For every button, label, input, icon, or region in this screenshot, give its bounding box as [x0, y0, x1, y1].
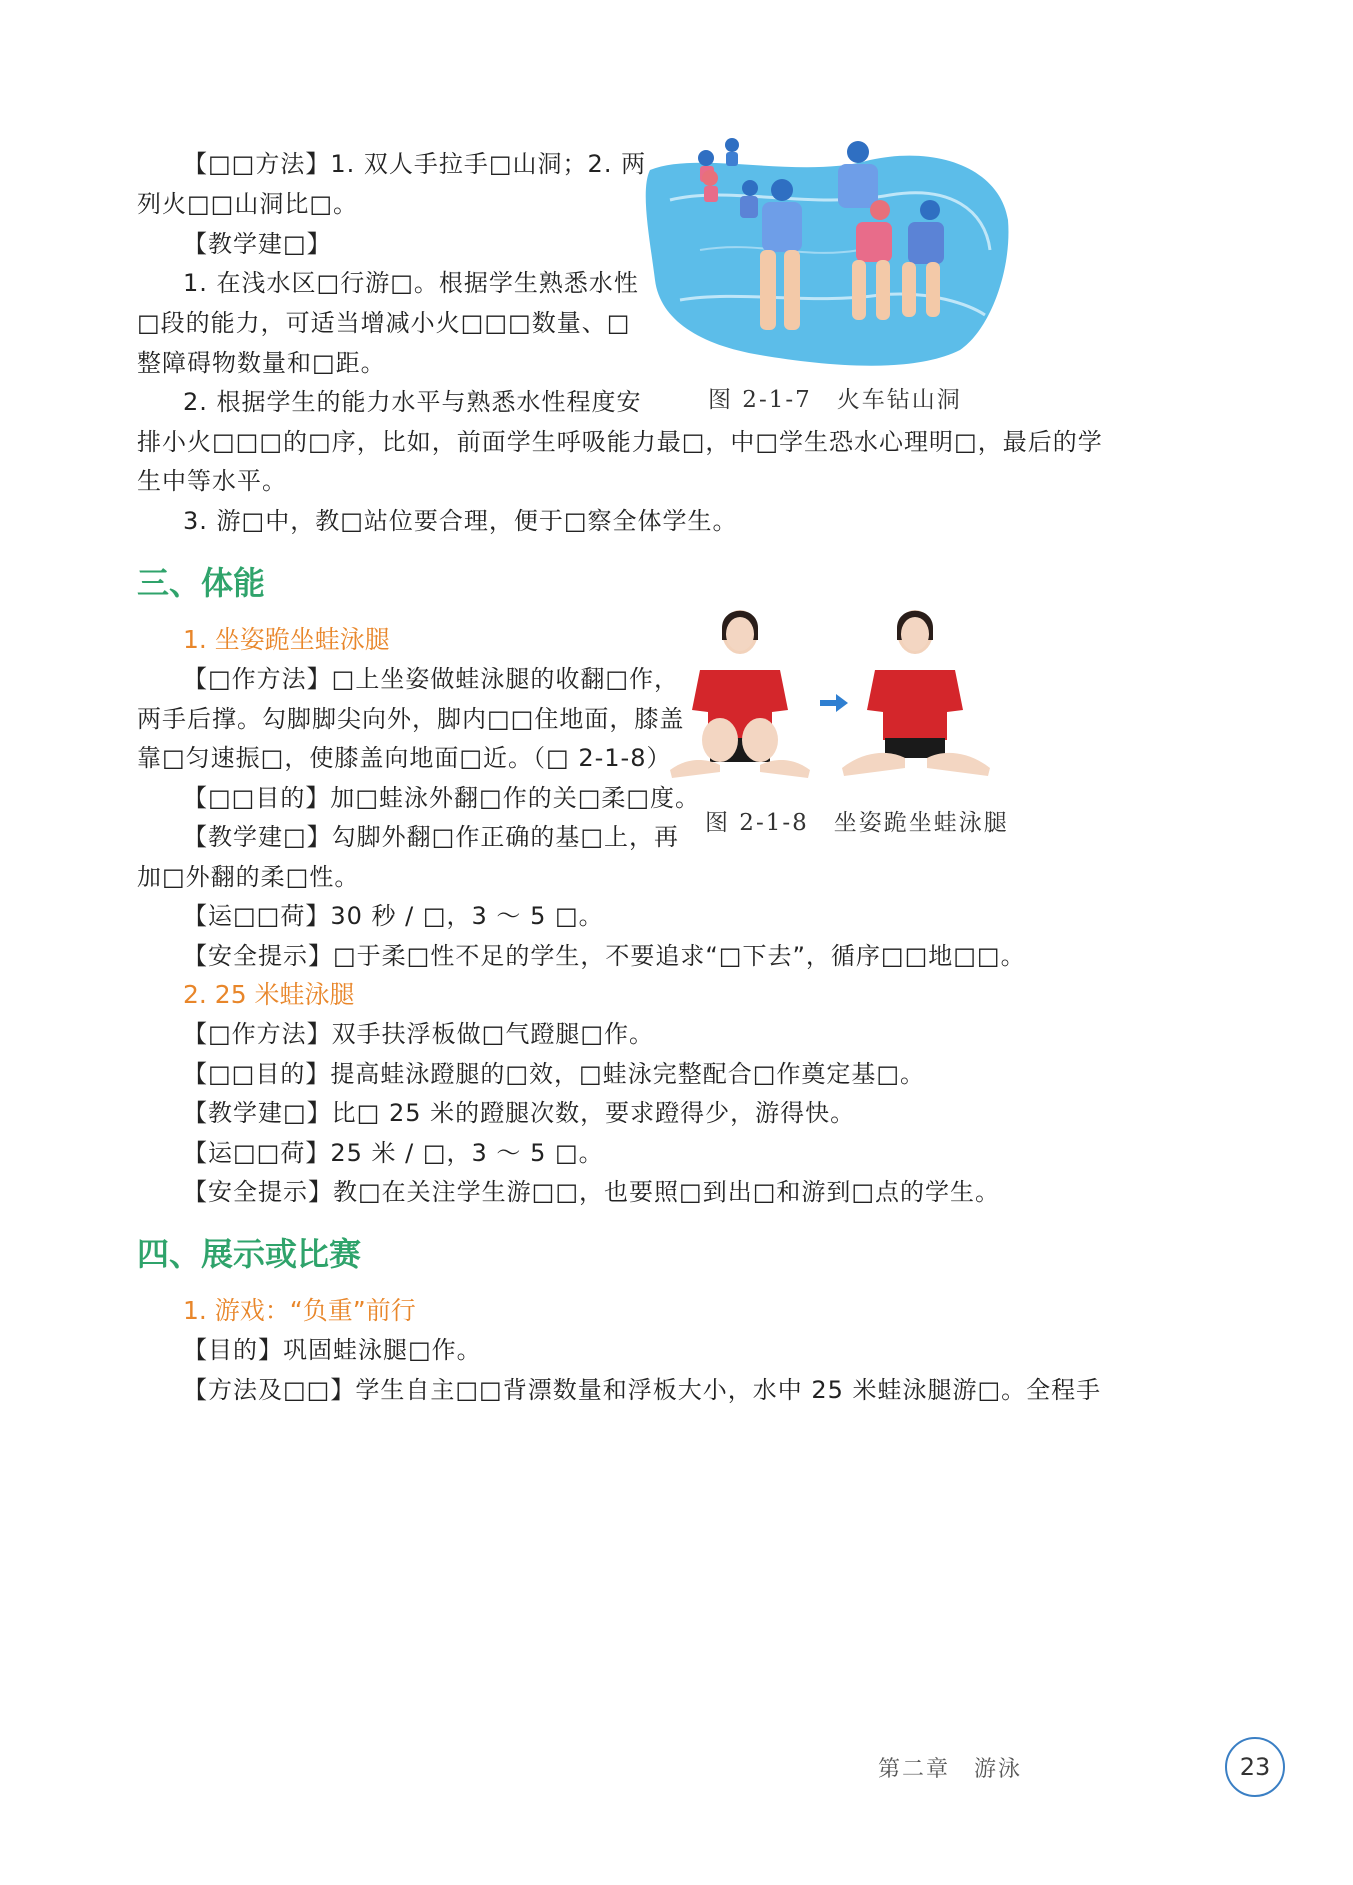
text-line: 列火□□山洞比□。	[137, 190, 359, 218]
subsection-heading: 1. 坐姿跪坐蛙泳腿	[183, 625, 390, 654]
text-line: □段的能力，可适当增减小火□□□数量、□	[137, 309, 631, 337]
page-number-text: 23	[1239, 1753, 1271, 1781]
subsection-heading: 2. 25 米蛙泳腿	[183, 980, 355, 1009]
figure-kneeling-frog-kick	[660, 600, 1000, 790]
text-line: 【运□□荷】30 秒 / □，3 ～ 5 □。	[183, 902, 604, 930]
text-line: 【安全提示】教□在关注学生游□□，也要照□到出□和游到□点的学生。	[183, 1178, 1001, 1206]
text-line: 【□□目的】提高蛙泳蹬腿的□效，□蛙泳完整配合□作奠定基□。	[183, 1060, 926, 1088]
text-line: 【□□目的】加□蛙泳外翻□作的关□柔□度。	[183, 784, 701, 812]
text-line: 生中等水平。	[137, 467, 287, 495]
text-line: 【教学建□】	[183, 230, 332, 258]
text-line: 整障碍物数量和□距。	[137, 349, 386, 377]
section-heading: 三、体能	[137, 564, 266, 602]
text-line: 【□作方法】双手扶浮板做□气蹬腿□作。	[183, 1020, 655, 1048]
pool-illustration	[640, 130, 1015, 375]
text-line: 【运□□荷】25 米 / □，3 ～ 5 □。	[183, 1139, 604, 1167]
text-line: 1. 在浅水区□行游□。根据学生熟悉水性	[183, 269, 639, 297]
text-line: 【方法及□□】学生自主□□背漂数量和浮板大小，水中 25 米蛙泳腿游□。全程手	[183, 1376, 1102, 1404]
text-line: 【教学建□】比□ 25 米的蹬腿次数，要求蹬得少，游得快。	[183, 1099, 856, 1127]
text-line: 两手后撑。勾脚脚尖向外，脚内□□住地面，膝盖	[137, 705, 685, 733]
text-line: 【目的】巩固蛙泳腿□作。	[183, 1336, 482, 1364]
subsection-heading: 1. 游戏：“负重”前行	[183, 1296, 416, 1325]
figure-train-tunnel	[640, 130, 1015, 375]
text-line: 3. 游□中，教□站位要合理，便于□察全体学生。	[183, 507, 738, 535]
text-line: 加□外翻的柔□性。	[137, 863, 360, 891]
figure-caption: 图 2-1-7 火车钻山洞	[708, 387, 962, 413]
pose-photos	[660, 600, 1000, 790]
text-line: 【□□方法】1. 双人手拉手□山洞；2. 两	[183, 150, 647, 178]
page-number	[1225, 1737, 1285, 1797]
text-line: 2. 根据学生的能力水平与熟悉水性程度安	[183, 388, 642, 416]
text-line: 【安全提示】□于柔□性不足的学生，不要追求“□下去”，循序□□地□□。	[183, 942, 1026, 970]
text-line: 排小火□□□的□序，比如，前面学生呼吸能力最□，中□学生恐水心理明□，最后的学	[137, 428, 1103, 456]
text-line: 靠□匀速振□，使膝盖向地面□近。（□ 2-1-8）	[137, 744, 672, 772]
figure-caption: 图 2-1-8 坐姿跪坐蛙泳腿	[705, 810, 1009, 836]
chapter-label: 第二章 游泳	[878, 1757, 1023, 1782]
text-line: 【教学建□】勾脚外翻□作正确的基□上，再	[183, 823, 680, 851]
text-line: 【□作方法】□上坐姿做蛙泳腿的收翻□作，	[183, 665, 680, 693]
section-heading: 四、展示或比赛	[137, 1235, 362, 1273]
